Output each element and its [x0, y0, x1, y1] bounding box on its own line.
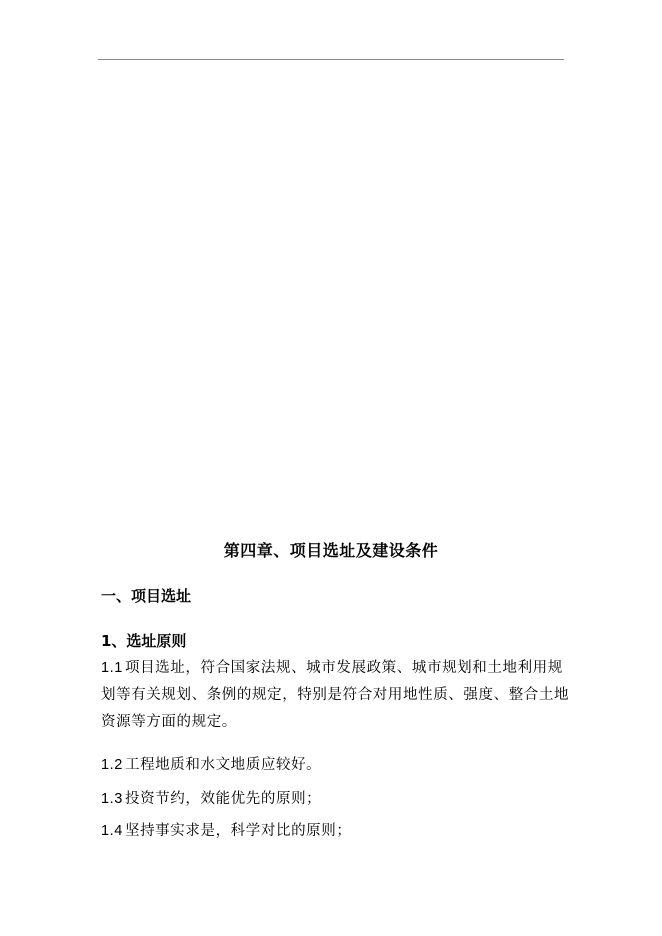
section-heading: 一、项目选址: [101, 587, 192, 605]
header-divider: [98, 59, 564, 60]
paragraph-number: 1.3: [101, 791, 123, 807]
paragraph-number: 1.2: [101, 757, 123, 773]
chapter-title: 第四章、项目选址及建设条件: [223, 541, 439, 560]
paragraph-text: 工程地质和水文地质应较好。: [124, 757, 322, 773]
paragraph: [101, 818, 571, 845]
paragraph: [101, 655, 571, 736]
paragraph: [101, 786, 571, 813]
paragraph-text: 项目选址，符合国家法规、城市发展政策、城市规划和土地利用规划等有关规划、条例的规定，特别是符合对用地性质、强度、整合土地资源等方面的规定。: [101, 660, 570, 730]
paragraph-number: 1.4: [101, 823, 123, 839]
paragraph: [101, 752, 571, 779]
subsection-heading: 1、选址原则: [101, 632, 187, 650]
paragraph-number: 1.1: [101, 660, 123, 676]
paragraph-text: 坚持事实求是，科学对比的原则；: [124, 823, 352, 839]
paragraph-text: 投资节约，效能优先的原则；: [124, 791, 322, 807]
